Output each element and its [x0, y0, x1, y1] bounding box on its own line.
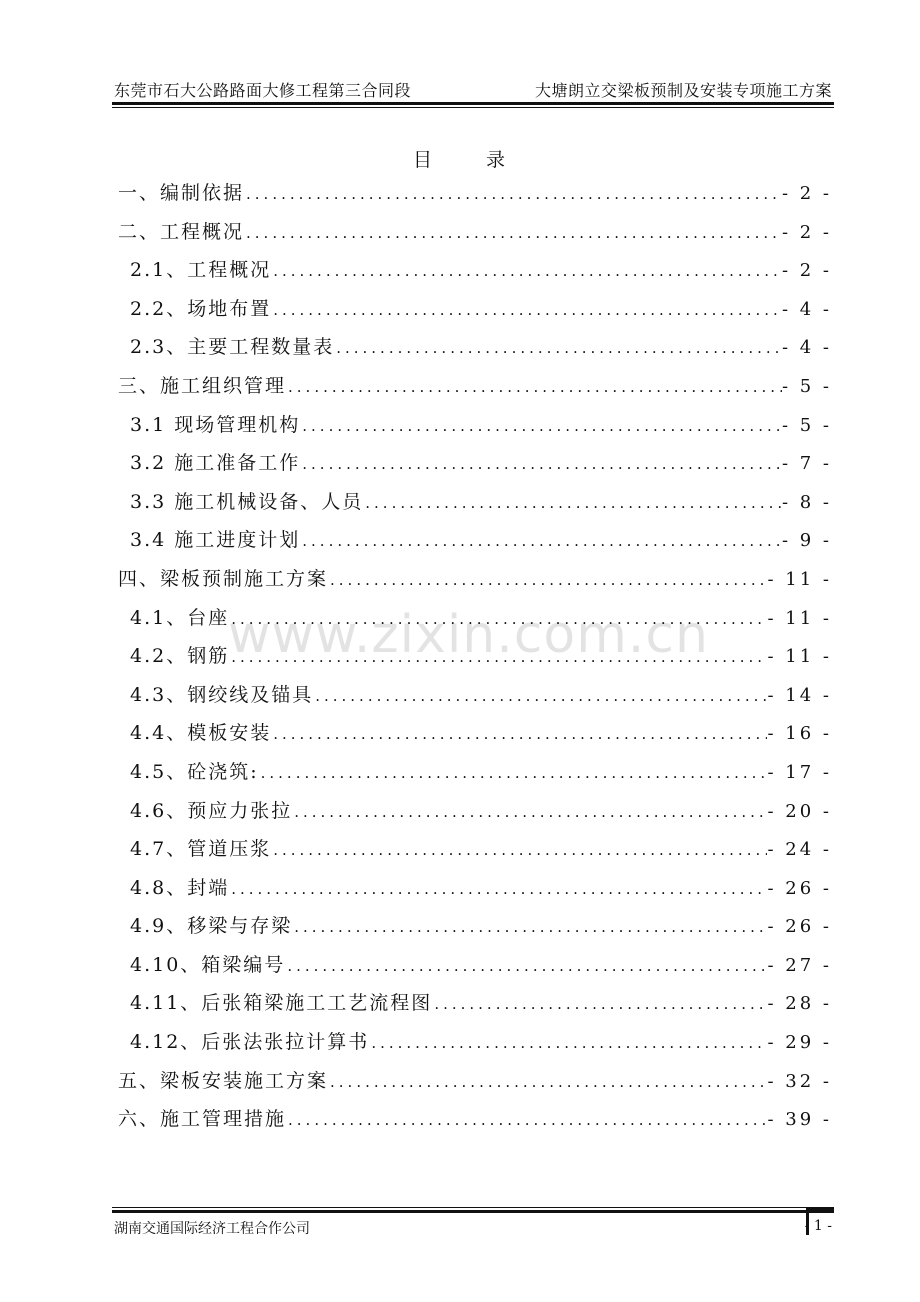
- toc-entry-label: 四、梁板预制施工方案: [118, 567, 329, 590]
- toc-entry-page: - 11 -: [767, 568, 832, 590]
- toc-entry-label: 2.2、场地布置: [130, 297, 272, 320]
- toc-entry[interactable]: [118, 678, 832, 717]
- toc-entry-label: 4.6、预应力张拉: [130, 799, 293, 822]
- toc-entry-page: - 11 -: [767, 646, 832, 668]
- toc-entry-label: 三、施工组织管理: [118, 374, 287, 397]
- toc-leader-dots: [300, 447, 782, 481]
- toc-entry-page: - 29 -: [767, 1032, 832, 1054]
- footer-rule-thin: [112, 1207, 806, 1208]
- toc-entry-page: - 39 -: [767, 1109, 832, 1131]
- toc-entry-page: - 26 -: [767, 877, 832, 899]
- toc-entry-page: - 5 -: [781, 375, 832, 397]
- toc-entry-page: - 7 -: [781, 453, 832, 475]
- toc-leader-dots: [334, 331, 782, 365]
- footer-company: 湖南交通国际经济工程合作公司: [114, 1221, 310, 1237]
- toc-entry-label: 4.12、后张法张拉计算书: [130, 1031, 370, 1054]
- toc-entry-label: 4.4、模板安装: [130, 722, 272, 745]
- toc-entry[interactable]: [118, 523, 832, 562]
- footer-rule-thick: [112, 1210, 806, 1213]
- toc-entry[interactable]: [118, 1064, 832, 1103]
- header-document-title: 大塘朗立交梁板预制及安装专项施工方案: [534, 81, 832, 100]
- toc-entry-page: - 27 -: [767, 954, 832, 976]
- toc-entry[interactable]: [118, 176, 832, 215]
- toc-title-char-1: 目: [412, 149, 434, 171]
- toc-entry[interactable]: [118, 1025, 832, 1064]
- toc-entry-label: 4.1、台座: [130, 606, 230, 629]
- toc-entry-label: 4.7、管道压浆: [130, 838, 272, 861]
- header-rule-thin: [112, 107, 834, 108]
- toc-entry-label: 4.2、钢筋: [130, 645, 230, 668]
- toc-entry-page: - 11 -: [767, 607, 832, 629]
- toc-title: [0, 145, 920, 172]
- toc-entry-page: - 2 -: [781, 260, 832, 282]
- toc-entry[interactable]: [118, 639, 832, 678]
- toc-entry-page: - 16 -: [767, 723, 832, 745]
- header-rule-thick: [112, 102, 834, 105]
- toc-leader-dots: [300, 409, 782, 443]
- toc-leader-dots: [432, 987, 767, 1021]
- toc-leader-dots: [285, 949, 767, 983]
- toc-leader-dots: [313, 679, 767, 713]
- toc-entry-label: 4.3、钢绞线及锚具: [130, 683, 314, 706]
- toc-entry[interactable]: [118, 832, 832, 871]
- toc-entry[interactable]: [118, 909, 832, 948]
- toc-leader-dots: [229, 602, 767, 636]
- toc-entry-label: 3.2 施工准备工作: [130, 452, 301, 475]
- page-header: [112, 78, 834, 100]
- toc-entry[interactable]: [118, 562, 832, 601]
- toc-leader-dots: [292, 795, 767, 829]
- toc-entry-page: - 2 -: [781, 183, 832, 204]
- toc-leader-dots: [271, 293, 782, 327]
- toc-leader-dots: [369, 1026, 767, 1060]
- toc-entry[interactable]: [118, 1102, 832, 1141]
- toc-entry[interactable]: [118, 253, 832, 292]
- toc-entry[interactable]: [118, 330, 832, 369]
- toc-entry[interactable]: [118, 292, 832, 331]
- toc-entry-page: - 32 -: [767, 1070, 832, 1092]
- toc-entry-label: 3.3 施工机械设备、人员: [130, 490, 364, 513]
- header-project-name: 东莞市石大公路路面大修工程第三合同段: [114, 81, 412, 100]
- footer-rule-tail: [806, 1207, 834, 1213]
- toc-entry-page: - 4 -: [781, 298, 832, 320]
- toc-entry[interactable]: [118, 948, 832, 987]
- toc-leader-dots: [328, 563, 767, 597]
- toc-entry-label: 4.9、移梁与存梁: [130, 915, 293, 938]
- toc-entry[interactable]: [118, 986, 832, 1025]
- toc-leader-dots: [292, 910, 767, 944]
- toc-leader-dots: [271, 254, 782, 288]
- toc-title-char-2: 录: [486, 149, 508, 171]
- toc-entry-label: 2.1、工程概况: [130, 259, 272, 282]
- toc-entry[interactable]: [118, 485, 832, 524]
- toc-entry[interactable]: [118, 408, 832, 447]
- toc-entry-page: - 4 -: [781, 337, 832, 359]
- table-of-contents: [118, 176, 832, 1141]
- toc-leader-dots: [271, 833, 767, 867]
- toc-entry-page: - 20 -: [767, 800, 832, 822]
- toc-entry-label: 4.5、砼浇筑:: [130, 760, 259, 783]
- toc-entry[interactable]: [118, 446, 832, 485]
- toc-entry-page: - 5 -: [781, 414, 832, 436]
- toc-entry[interactable]: [118, 871, 832, 910]
- toc-entry-label: 2.3、主要工程数量表: [130, 336, 335, 359]
- toc-leader-dots: [286, 1103, 767, 1137]
- toc-leader-dots: [286, 370, 782, 404]
- toc-leader-dots: [363, 486, 782, 520]
- toc-entry-page: - 28 -: [767, 993, 832, 1015]
- toc-entry[interactable]: [118, 601, 832, 640]
- toc-entry-page: - 24 -: [767, 839, 832, 861]
- toc-entry-page: - 9 -: [781, 530, 832, 552]
- toc-entry[interactable]: [118, 716, 832, 755]
- toc-entry-label: 4.11、后张箱梁施工工艺流程图: [130, 992, 433, 1015]
- toc-entry-label: 二、工程概况: [118, 220, 245, 243]
- toc-leader-dots: [271, 717, 767, 751]
- toc-entry-label: 4.10、箱梁编号: [130, 953, 286, 976]
- toc-leader-dots: [300, 524, 782, 558]
- toc-entry-page: - 14 -: [767, 684, 832, 706]
- toc-entry-page: - 17 -: [767, 761, 832, 783]
- footer-page-number: - 1 -: [804, 1218, 832, 1234]
- toc-leader-dots: [259, 756, 768, 790]
- toc-entry-label: 4.8、封端: [130, 876, 230, 899]
- toc-entry[interactable]: [118, 215, 832, 254]
- toc-leader-dots: [229, 640, 767, 674]
- toc-entry-page: - 8 -: [781, 491, 832, 513]
- toc-entry-label: 一、编制依据: [118, 182, 245, 204]
- toc-entry[interactable]: [118, 755, 832, 794]
- toc-leader-dots: [328, 1065, 767, 1099]
- toc-entry[interactable]: [118, 369, 832, 408]
- toc-entry-label: 3.1 现场管理机构: [130, 413, 301, 436]
- toc-leader-dots: [229, 872, 767, 906]
- watermark: www.zixin.com.cn: [228, 605, 709, 665]
- toc-leader-dots: [244, 177, 782, 211]
- toc-entry-page: - 2 -: [781, 221, 832, 243]
- toc-entry-label: 五、梁板安装施工方案: [118, 1069, 329, 1092]
- toc-entry-label: 3.4 施工进度计划: [130, 529, 301, 552]
- toc-leader-dots: [244, 216, 782, 250]
- toc-entry[interactable]: [118, 794, 832, 833]
- toc-entry-label: 六、施工管理措施: [118, 1108, 287, 1131]
- toc-entry-page: - 26 -: [767, 916, 832, 938]
